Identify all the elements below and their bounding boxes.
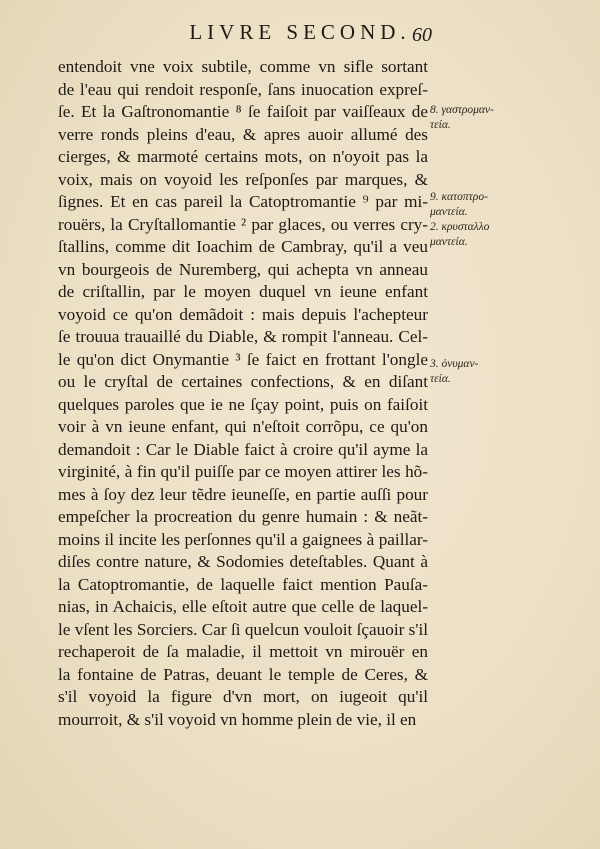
text-line: cierges, & marmoté certains mots, on n'oyoit pas la <box>58 147 428 166</box>
text-line: voix, mais on voyoid les reſponſes par marques, & <box>58 169 428 189</box>
text-line: ſtallins, comme dit Ioachim de Cambray, qu'il a veu <box>58 237 428 256</box>
text-line: de l'eau qui rendoit responſe, ſans inuocation expreſ- <box>58 79 428 99</box>
text-line: ſe trouua trauaillé du Diable, & rompit l'anneau. Cel- <box>58 327 428 346</box>
text-line: entendoit vne voix subtile, comme vn sifle sortant <box>58 57 428 76</box>
text-line: virginité, à fin qu'il puiſſe par ce moyen attirer les hõ- <box>58 462 428 481</box>
margin-note-8: 8. γαστρομαν- τεία. <box>430 104 494 131</box>
margin-note-3: 3. ὀνυμαν- τεία. <box>430 358 479 385</box>
text-line: voir à vn ieune enfant, qui n'eſtoit corrõpu, ce qu'on <box>58 417 428 436</box>
page-number: 60 <box>412 24 432 46</box>
text-line: de criſtallin, par le moyen duquel vn ieune enfant <box>58 282 428 301</box>
text-line: moins il incite les perſonnes qu'il a gaignees à paillar- <box>58 529 428 549</box>
text-line: voyoid ce qu'on demãdoit : mais depuis l'achepteur <box>58 304 428 324</box>
text-line: s'il voyoid la figure d'vn mort, on iugeoit qu'il <box>58 687 428 706</box>
text-line: mourroit, & s'il voyoid vn homme plein de vie, il en <box>58 709 417 729</box>
text-line: ou le cryſtal de certaines confections, & en diſant <box>58 372 428 391</box>
text-line: mes à ſoy dez leur tẽdre ieuneſſe, en partie auſſi pour <box>58 484 428 504</box>
text-line: empeſcher la procreation du genre humain : & neãt- <box>58 507 428 526</box>
margin-note-9-2: 9. κατοπτρο- μαντεία. 2. κρυσταλλο μαντεία. <box>430 191 490 248</box>
text-line: quelques paroles que ie ne ſçay point, puis on faiſoit <box>58 394 428 414</box>
text-line: nias, in Achaicis, elle eſtoit autre que celle de laquel- <box>58 597 428 616</box>
text-line: rouërs, la Cryſtallomantie ² par glaces, ou verres cry- <box>58 214 428 234</box>
text-line: la Catoptromantie, de laquelle faict mention Pauſa- <box>58 574 428 594</box>
text-line: le qu'on dict Onymantie ³ ſe faict en frottant l'ongle <box>58 349 428 369</box>
running-title: LIVRE SECOND. <box>189 20 411 44</box>
body-text <box>58 56 428 731</box>
text-line: verre ronds pleins d'eau, & apres auoir allumé des <box>58 124 428 144</box>
text-line: diſes contre nature, & Sodomies deteſtables. Quant à <box>58 552 428 571</box>
text-line: ſignes. Et en cas pareil la Catoptromantie ⁹ par mi- <box>58 192 428 211</box>
text-line: rechaperoit de ſa maladie, il mettoit vn mirouër en <box>58 642 428 661</box>
text-line: demandoit : Car le Diable faict à croire qu'il ayme la <box>58 439 428 459</box>
text-line: le vſent les Sorciers. Car ſi quelcun vouloit ſçauoir s'il <box>58 619 428 639</box>
text-line: ſe. Et la Gaſtronomantie ⁸ ſe faiſoit par vaiſſeaux de <box>58 102 428 121</box>
text-line: la fontaine de Patras, deuant le temple de Ceres, & <box>58 664 428 684</box>
text-line: vn bourgeois de Nuremberg, qui achepta vn anneau <box>58 259 428 279</box>
